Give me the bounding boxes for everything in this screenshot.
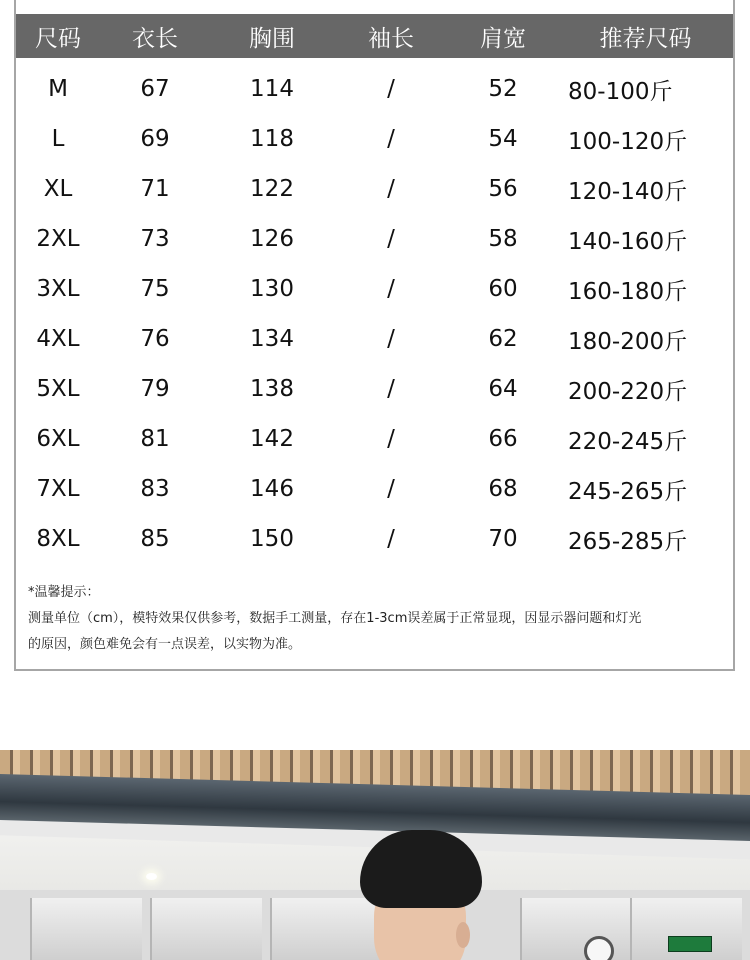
cell-size: 4XL	[36, 326, 80, 352]
size-chart	[14, 0, 735, 671]
model-ear	[456, 922, 470, 948]
cell-sleeve: /	[387, 176, 395, 202]
cell-length: 83	[140, 476, 170, 502]
cell-sleeve: /	[387, 326, 395, 352]
cell-shoulder: 70	[488, 526, 518, 552]
cell-length: 76	[140, 326, 170, 352]
cell-recommended: 80-100斤	[568, 78, 673, 105]
header-length: 衣长	[132, 25, 178, 52]
notes-line-2: 的原因，颜色难免会有一点误差，以实物为准。	[28, 637, 302, 652]
table-row	[16, 264, 733, 314]
wall-panel	[150, 898, 262, 960]
cell-sleeve: /	[387, 426, 395, 452]
cell-size: XL	[43, 176, 73, 202]
cell-sleeve: /	[387, 526, 395, 552]
wall-clock	[584, 936, 614, 960]
cell-shoulder: 66	[488, 426, 518, 452]
table-row	[16, 114, 733, 164]
table-row	[16, 314, 733, 364]
cell-length: 67	[140, 76, 170, 102]
notes-line-1: 测量单位（cm），模特效果仅供参考，数据手工测量，存在1-3cm误差属于正常显现，因显示器问题和灯光	[28, 611, 642, 626]
table-row	[16, 414, 733, 464]
cell-sleeve: /	[387, 376, 395, 402]
header-sleeve: 袖长	[368, 25, 414, 52]
table-row	[16, 464, 733, 514]
cell-recommended: 160-180斤	[568, 278, 688, 305]
wall-panel	[30, 898, 142, 960]
notes-title: *温馨提示：	[28, 585, 100, 600]
cell-shoulder: 68	[488, 476, 518, 502]
header-shoulder: 肩宽	[480, 25, 526, 52]
cell-size: L	[51, 126, 65, 152]
cell-chest: 118	[250, 126, 294, 152]
cell-size: 3XL	[36, 276, 80, 302]
model	[360, 830, 482, 960]
cell-recommended: 220-245斤	[568, 428, 688, 455]
cell-chest: 150	[250, 526, 294, 552]
cell-shoulder: 64	[488, 376, 518, 402]
model-photo	[0, 750, 750, 960]
cell-shoulder: 54	[488, 126, 518, 152]
cell-recommended: 140-160斤	[568, 228, 688, 255]
cell-chest: 142	[250, 426, 294, 452]
header-size: 尺码	[35, 25, 81, 52]
cell-sleeve: /	[387, 476, 395, 502]
cell-length: 79	[140, 376, 170, 402]
table-row	[16, 64, 733, 114]
ceiling-light	[146, 873, 157, 880]
cell-shoulder: 58	[488, 226, 518, 252]
cell-chest: 138	[250, 376, 294, 402]
header-recommended: 推荐尺码	[599, 25, 692, 52]
model-hair	[360, 830, 482, 908]
cell-size: 8XL	[36, 526, 80, 552]
table-row	[16, 364, 733, 414]
cell-recommended: 200-220斤	[568, 378, 688, 405]
cell-size: 5XL	[36, 376, 80, 402]
cell-chest: 130	[250, 276, 294, 302]
cell-length: 81	[140, 426, 170, 452]
cell-length: 71	[140, 176, 170, 202]
cell-chest: 134	[250, 326, 294, 352]
size-chart-header	[16, 14, 733, 58]
cell-chest: 122	[250, 176, 294, 202]
cell-length: 73	[140, 226, 170, 252]
cell-size: 2XL	[36, 226, 80, 252]
cell-recommended: 265-285斤	[568, 528, 688, 555]
cell-length: 69	[140, 126, 170, 152]
cell-chest: 114	[250, 76, 294, 102]
cell-shoulder: 52	[488, 76, 518, 102]
cell-sleeve: /	[387, 276, 395, 302]
header-chest: 胸围	[249, 25, 295, 52]
size-chart-rows	[16, 64, 733, 564]
cell-recommended: 100-120斤	[568, 128, 688, 155]
cell-sleeve: /	[387, 226, 395, 252]
cell-chest: 126	[250, 226, 294, 252]
cell-shoulder: 56	[488, 176, 518, 202]
cell-size: M	[48, 76, 68, 102]
cell-length: 85	[140, 526, 170, 552]
cell-size: 7XL	[36, 476, 80, 502]
size-notes	[28, 580, 728, 658]
cell-sleeve: /	[387, 126, 395, 152]
cell-shoulder: 60	[488, 276, 518, 302]
wall-panel	[520, 898, 632, 960]
cell-recommended: 180-200斤	[568, 328, 688, 355]
cell-size: 6XL	[36, 426, 80, 452]
cell-recommended: 245-265斤	[568, 478, 688, 505]
cell-shoulder: 62	[488, 326, 518, 352]
table-row	[16, 514, 733, 564]
table-row	[16, 214, 733, 264]
table-row	[16, 164, 733, 214]
cell-recommended: 120-140斤	[568, 178, 688, 205]
cell-length: 75	[140, 276, 170, 302]
exit-sign-icon	[668, 936, 712, 952]
cell-sleeve: /	[387, 76, 395, 102]
cell-chest: 146	[250, 476, 294, 502]
